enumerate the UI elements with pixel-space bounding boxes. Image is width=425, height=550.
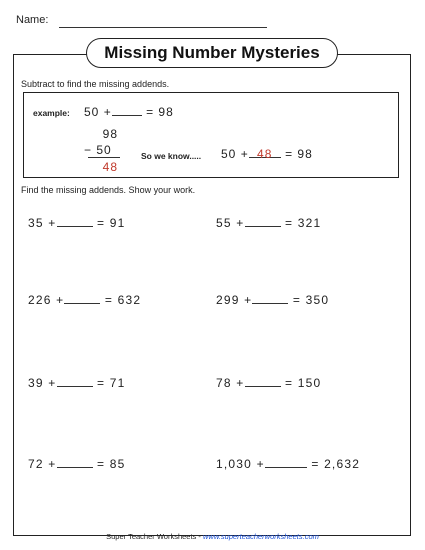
minus-sign: − <box>84 143 93 157</box>
problem-addend: 55 <box>216 216 232 230</box>
problem-addend: 1,030 <box>216 457 253 471</box>
footer-brand: Super Teacher Worksheets - <box>106 532 203 541</box>
problem-6: 78 + = 150 <box>216 376 322 390</box>
answer-blank[interactable] <box>57 376 93 387</box>
problem-4: 299 + = 350 <box>216 293 330 307</box>
problem-sum: 632 <box>117 293 142 307</box>
name-line[interactable] <box>59 27 267 28</box>
title-banner <box>86 38 338 68</box>
subtraction-line <box>88 157 120 158</box>
page-title: Missing Number Mysteries <box>104 43 320 62</box>
problem-addend: 78 <box>216 376 232 390</box>
problem-5: 39 + = 71 <box>28 376 126 390</box>
answer-blank[interactable] <box>57 457 93 468</box>
equals-sign: = <box>285 147 294 161</box>
problem-sum: 150 <box>297 376 322 390</box>
instructions: Subtract to find the missing addends. <box>21 79 170 89</box>
know-answer: 48 <box>249 147 281 158</box>
answer-blank[interactable] <box>265 457 307 468</box>
problem-sum: 85 <box>109 457 126 471</box>
problem-sum: 350 <box>305 293 330 307</box>
problem-sum: 321 <box>297 216 322 230</box>
know-sum: 98 <box>297 147 313 161</box>
sub-top: 98 <box>102 127 118 141</box>
problem-7: 72 + = 85 <box>28 457 126 471</box>
problem-addend: 39 <box>28 376 44 390</box>
answer-blank[interactable] <box>57 216 93 227</box>
plus-sign: + <box>240 147 249 161</box>
problem-sum: 91 <box>109 216 126 230</box>
footer <box>0 532 425 541</box>
equals-sign: = <box>146 105 155 119</box>
so-we-know-equation <box>221 147 313 161</box>
sub-subtrahend: 50 <box>96 143 112 157</box>
example-equation <box>84 105 174 119</box>
example-blank <box>112 105 142 116</box>
answer-blank[interactable] <box>245 216 281 227</box>
plus-sign: + <box>103 105 112 119</box>
so-we-know-label: So we know..... <box>141 151 202 161</box>
problem-2: 55 + = 321 <box>216 216 322 230</box>
name-label: Name: <box>16 14 49 26</box>
problem-sum: 2,632 <box>324 457 361 471</box>
example-label: example: <box>33 108 70 118</box>
example-box <box>23 92 399 178</box>
problem-8: 1,030 + = 2,632 <box>216 457 361 471</box>
problem-sum: 71 <box>109 376 126 390</box>
example-sum: 98 <box>158 105 174 119</box>
answer-blank[interactable] <box>252 293 288 304</box>
problem-addend: 226 <box>28 293 52 307</box>
problem-3: 226 + = 632 <box>28 293 142 307</box>
footer-link[interactable]: www.superteacherworksheets.com <box>202 532 319 541</box>
problem-1: 35 + = 91 <box>28 216 126 230</box>
answer-blank[interactable] <box>245 376 281 387</box>
know-addend: 50 <box>221 147 237 161</box>
problem-addend: 72 <box>28 457 44 471</box>
example-addend: 50 <box>84 105 100 119</box>
problem-addend: 299 <box>216 293 240 307</box>
sub-minus-row <box>84 143 112 157</box>
answer-blank[interactable] <box>64 293 100 304</box>
instructions-2: Find the missing addends. Show your work. <box>21 185 196 195</box>
problem-addend: 35 <box>28 216 44 230</box>
sub-result: 48 <box>102 160 118 174</box>
